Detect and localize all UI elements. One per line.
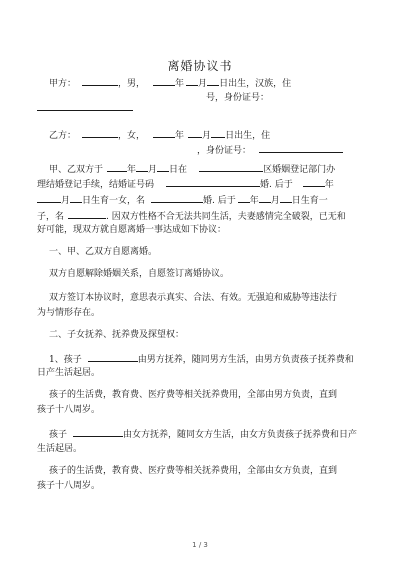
party-a-day-blank: [207, 76, 219, 86]
party-b-sex: ，女，: [118, 131, 146, 141]
party-b-id-label: 身份证号：: [206, 146, 252, 156]
party-a-line-1: [49, 76, 291, 90]
section-2-item-2-line-1: 孩子 由女方抚养，随同女方生活，由女方负责孩子抚养费和日产: [49, 427, 357, 441]
intro-line-4: 子，名 . 因双方性格不合无法共同生活，夫妻感情完全破裂，已无和: [37, 209, 346, 223]
party-b-month-blank: [188, 128, 202, 138]
intro-line-2: 理结婚登记手续，结婚证号码 婚. 后于 年: [37, 177, 334, 191]
party-a-id-blank: [37, 110, 133, 111]
party-a-year-blank: [153, 76, 175, 86]
intro-line-3: 月 日生育一女，名 婚. 后于 年 月 日生育一: [37, 193, 328, 207]
section-2-cost-1-line-1: 孩子的生活费，教育费、医疗费等相关抚养费用，全部由男方负责，直到: [49, 390, 338, 400]
section-2-item-1-line-1: 1、孩子 由男方抚养，随同男方生活，由男方负责孩子抚养费和: [49, 352, 354, 366]
party-b-day-blank: [211, 128, 225, 138]
party-b-year-blank: [153, 128, 175, 138]
party-a-label: 甲方：: [49, 79, 77, 89]
party-a-month: 月: [198, 79, 208, 89]
party-b-name-blank: [82, 128, 118, 138]
section-2-cost-2-line-1: 孩子的生活费，教育费、医疗费等相关抚养费用，全部由女方负责，直到: [49, 466, 338, 476]
section-2-cost-1-line-2: 孩子十八周岁。: [37, 405, 101, 415]
party-b-birth: 日出生，住: [225, 131, 271, 141]
party-a-sex: ，男，: [118, 79, 146, 89]
section-1-paragraph-2-line-2: 为与情形存在。: [37, 308, 101, 318]
page-number: [0, 541, 400, 549]
section-2-cost-2-line-2: 孩子十八周岁。: [37, 481, 101, 491]
section-1-paragraph-1: 双方自愿解除婚姻关系，自愿签订离婚协议。: [49, 269, 230, 279]
party-a-month-blank: [186, 76, 198, 86]
section-2-item-2-line-2: 生活起居。: [37, 444, 83, 454]
document-title: 离婚协议书: [167, 59, 233, 73]
section-2-item-1-line-2: 日产生活起居。: [37, 368, 101, 378]
page-current: 1: [192, 541, 197, 549]
party-b-year: 年: [175, 131, 185, 141]
section-1-heading: 一、甲、乙双方自愿离婚。: [49, 247, 158, 257]
party-b-month: 月: [202, 131, 212, 141]
section-1-paragraph-2-line-1: 双方签订本协议时，意思表示真实、合法、有效。无强迫和威胁等违法行: [49, 293, 338, 303]
intro-line-1: 甲、乙双方于 年 月 日在 区婚姻登记部门办: [49, 162, 335, 176]
page-separator: /: [198, 541, 202, 549]
intro-line-5: 好可能，现双方就自愿离婚一事达成如下协议：: [37, 225, 227, 235]
page-total: 3: [203, 541, 208, 549]
party-b-line-1: [49, 128, 270, 142]
section-2-heading: 二、子女抚养、抚养费及探望权：: [49, 330, 185, 340]
party-a-name-blank: [82, 76, 118, 86]
party-a-year: 年: [175, 79, 185, 89]
party-a-birth: 日出生，汉族，住: [219, 79, 292, 89]
party-b-label: 乙方：: [49, 131, 77, 141]
party-b-line-2: ，身份证号：: [197, 143, 343, 157]
party-b-id-blank: [259, 143, 343, 153]
party-a-line-2: 号，身份证号：: [206, 93, 270, 103]
